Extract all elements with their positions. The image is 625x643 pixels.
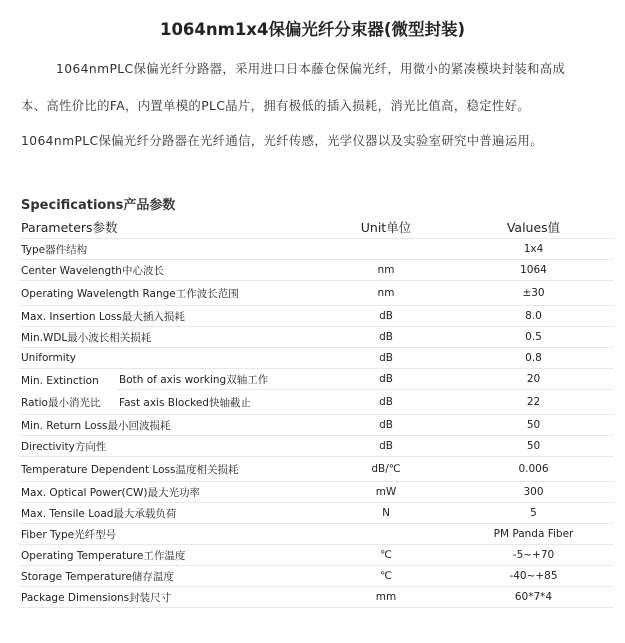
row-unit: ℃: [319, 545, 453, 566]
row-param: Storage Temperature储存温度: [19, 566, 319, 587]
extinction-label: [19, 369, 117, 415]
row-param: Min.WDL最小波长相关损耗: [19, 327, 319, 348]
table-row: [19, 436, 614, 457]
header-value: Values值: [453, 216, 614, 239]
row-value: 50: [453, 415, 614, 436]
row-param: Directivity方向性: [19, 436, 319, 457]
row-unit: dB: [319, 306, 453, 327]
row-value: 300: [453, 482, 614, 503]
row-value: 0.5: [453, 327, 614, 348]
row-unit: mm: [319, 587, 453, 608]
row-value: 5: [453, 503, 614, 524]
row-param: Uniformity: [19, 348, 319, 369]
row-unit: mW: [319, 482, 453, 503]
row-param: Operating Temperature工作温度: [19, 545, 319, 566]
extinction-row-1: [19, 369, 614, 390]
spec-table: [19, 216, 614, 608]
table-row: [19, 524, 614, 545]
row-unit: nm: [319, 281, 453, 306]
row-value: 22: [453, 390, 614, 415]
row-param: Max. Insertion Loss最大插入损耗: [19, 306, 319, 327]
row-value: PM Panda Fiber: [453, 524, 614, 545]
row-param: Max. Optical Power(CW)最大光功率: [19, 482, 319, 503]
row-unit: [319, 524, 453, 545]
row-param: Both of axis working双轴工作: [117, 369, 319, 390]
row-unit: [319, 239, 453, 260]
row-value: 0.006: [453, 457, 614, 482]
row-unit: dB: [319, 436, 453, 457]
table-row: [19, 457, 614, 482]
intro-line-1: 1064nmPLC保偏光纤分路器，采用进口日本藤仓保偏光纤，用微小的紧凑模块封装和高成: [56, 62, 566, 76]
table-row: [19, 348, 614, 369]
extinction-label-line-1: Min. Extinction: [21, 375, 99, 387]
table-row: [19, 327, 614, 348]
table-row: [19, 281, 614, 306]
row-unit: N: [319, 503, 453, 524]
row-value: -40~+85: [453, 566, 614, 587]
row-value: 8.0: [453, 306, 614, 327]
table-row: [19, 482, 614, 503]
row-value: 20: [453, 369, 614, 390]
row-param: Package Dimensions封装尺寸: [19, 587, 319, 608]
row-value: 1064: [453, 260, 614, 281]
row-param: Temperature Dependent Loss温度相关损耗: [19, 457, 319, 482]
spec-heading: Specifications产品参数: [21, 198, 176, 213]
row-unit: dB: [319, 327, 453, 348]
row-value: 0.8: [453, 348, 614, 369]
table-row: [19, 545, 614, 566]
row-param: Min. Return Loss最小回波损耗: [19, 415, 319, 436]
row-param: Center Wavelength中心波长: [19, 260, 319, 281]
intro-line-3: 1064nmPLC保偏光纤分路器在光纤通信，光纤传感，光学仪器以及实验室研究中普遍运用。: [21, 134, 543, 148]
table-row: [19, 260, 614, 281]
table-row: [19, 587, 614, 608]
row-value: 60*7*4: [453, 587, 614, 608]
row-value: -5~+70: [453, 545, 614, 566]
row-value: ±30: [453, 281, 614, 306]
row-param: Max. Tensile Load最大承载负荷: [19, 503, 319, 524]
row-value: 1x4: [453, 239, 614, 260]
row-param: Operating Wavelength Range工作波长范围: [19, 281, 319, 306]
page-title: 1064nm1x4保偏光纤分束器(微型封装): [159, 20, 466, 39]
row-unit: dB: [319, 348, 453, 369]
row-unit: dB: [319, 415, 453, 436]
row-unit: dB: [319, 369, 453, 390]
row-param: Fiber Type光纤型号: [19, 524, 319, 545]
table-row: [19, 503, 614, 524]
row-unit: dB/℃: [319, 457, 453, 482]
header-unit: Unit单位: [319, 216, 453, 239]
table-row: [19, 239, 614, 260]
table-row: [19, 306, 614, 327]
table-header-row: [19, 216, 614, 239]
extinction-label-line-2: Ratio最小消光比: [21, 397, 101, 409]
intro-line-2: 本、高性价比的FA，内置单模的PLC晶片，拥有极低的插入损耗，消光比值高，稳定性好。: [21, 99, 530, 113]
row-unit: ℃: [319, 566, 453, 587]
table-row: [19, 566, 614, 587]
table-row: [19, 415, 614, 436]
row-unit: dB: [319, 390, 453, 415]
row-param: Type器件结构: [19, 239, 319, 260]
header-param: Parameters参数: [19, 216, 319, 239]
row-unit: nm: [319, 260, 453, 281]
row-value: 50: [453, 436, 614, 457]
row-param: Fast axis Blocked快轴截止: [117, 390, 319, 415]
